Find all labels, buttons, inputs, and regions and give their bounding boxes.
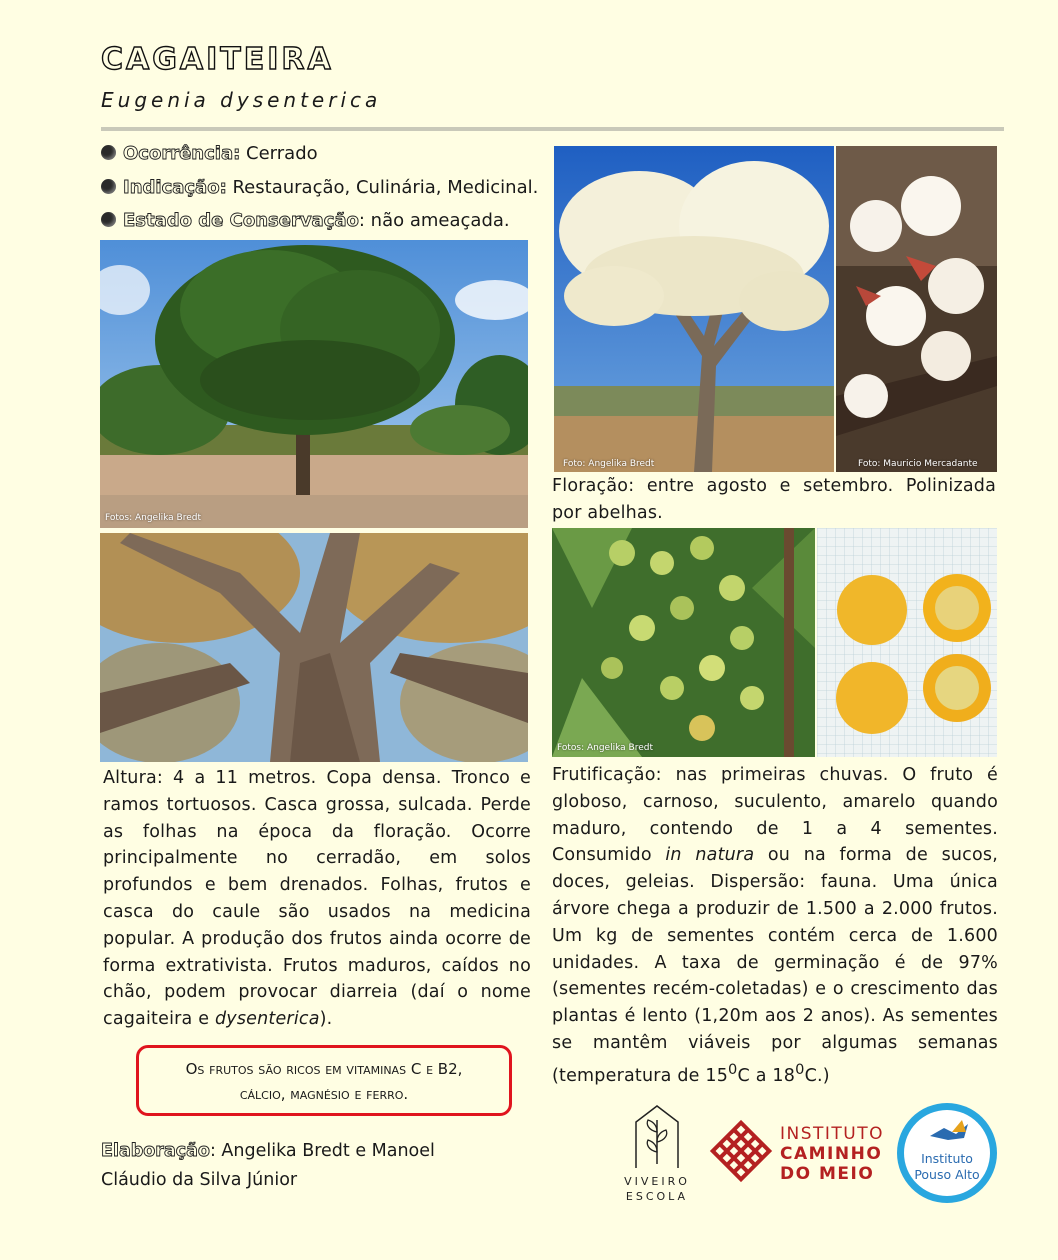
flower-closeup-photo [836,146,997,472]
description-end: ). [319,1009,333,1030]
title-divider [101,127,1004,131]
conservation-label: Estado de Conservação [123,210,359,231]
endless-knot-icon [708,1118,774,1184]
pouso-line-2: Pouso Alto [914,1167,980,1182]
highlight-box [136,1045,512,1116]
scientific-name: Eugenia dysenterica [101,88,382,112]
viveiro-escola-logo [624,1102,690,1202]
fruiting-part3: C a 18 [737,1065,796,1086]
conservation-value: : não ameaçada. [358,210,510,231]
photo-credit: Fotos: Angelika Bredt [557,743,653,753]
description-text [103,765,531,1033]
degree-sup: 0 [795,1060,805,1078]
occurrence-row [101,143,318,164]
tree-photo [100,240,528,528]
bird-icon [904,1110,990,1150]
fruiting-italic: in natura [665,845,755,866]
indication-value: Restauração, Culinária, Medicinal. [226,177,539,198]
caminho-line-3: DO MEIO [780,1164,875,1184]
caminho-line-2: CAMINHO [780,1144,883,1164]
authors [101,1137,501,1195]
bullet-icon [101,179,116,194]
authors-text: : Angelika Bredt e Manoel Cláudio da Silva Júnior [101,1141,435,1190]
pouso-alto-badge [904,1110,990,1196]
viveiro-line-2: ESCOLA [625,1190,689,1203]
bullet-icon [101,145,116,160]
trunk-photo [100,533,528,762]
flowering-tree-photo [554,146,834,472]
indication-row [101,177,538,198]
conservation-row [101,210,510,231]
occurrence-value: Cerrado [240,143,318,164]
viveiro-line-1: VIVEIRO [624,1175,690,1188]
fruiting-text [552,762,998,1089]
highlight-line-2: cálcio, magnésio e ferro. [239,1085,409,1103]
indication-label: Indicação: [123,177,227,198]
description-italic: dysenterica [214,1009,320,1030]
caminho-line-1: INSTITUTO [780,1124,885,1144]
instituto-caminho-do-meio-logo [708,1118,888,1198]
fruiting-part2: ou na forma de sucos, doces, geleias. Dispersão: fauna. Uma única árvore chega a produzir de 1.500 a 2.000 frutos. Um kg de sementes contém cerca de 1.600 unidades. A taxa de germinação é de 97% (sementes recém-coletadas) e o crescimento das plantas é lento (1,20m aos 2 anos). As sementes se mantêm viáveis por algumas semanas (temperatura de 15 [552,845,998,1086]
occurrence-label: Ocorrência: [123,143,241,164]
description-body: Altura: 4 a 11 metros. Copa densa. Tronco e ramos tortuosos. Casca grossa, sulcada. Perde as folhas na época da floração. Ocorre principalmente no cerradão, em solos profundos e bem drenados. Folhas, frutos e casca do caule são usados na medicina popular. A produção dos frutos ainda ocorre de forma extrativista. Frutos maduros, caídos no chão, podem provocar diarreia (daí o nome cagaiteira e [103,768,531,1030]
highlight-line-1: Os frutos são ricos em vitaminas C e B2, [185,1060,463,1078]
page-title: CAGAITEIRA [101,42,334,77]
degree-sup: 0 [728,1060,738,1078]
photo-credit: Foto: Angelika Bredt [563,459,655,469]
fruits-branch-photo [552,528,815,757]
pouso-line-1: Instituto [921,1151,973,1166]
photo-credit: Fotos: Angelika Bredt [105,513,201,523]
plant-house-icon [624,1102,690,1170]
authors-label: Elaboração [101,1141,210,1161]
fruits-grid-photo [817,528,997,757]
fruiting-part4: C.) [804,1065,830,1086]
photo-credit: Foto: Mauricio Mercadante [858,459,978,469]
instituto-pouso-alto-logo [897,1103,997,1203]
bullet-icon [101,212,116,227]
flowering-text: Floração: entre agosto e setembro. Polinizada por abelhas. [552,476,996,523]
fruiting-part1: Frutificação: nas primeiras chuvas. O fruto é globoso, carnoso, suculento, amarelo quando maduro, contendo de 1 a 4 sementes. Consumido [552,765,998,866]
